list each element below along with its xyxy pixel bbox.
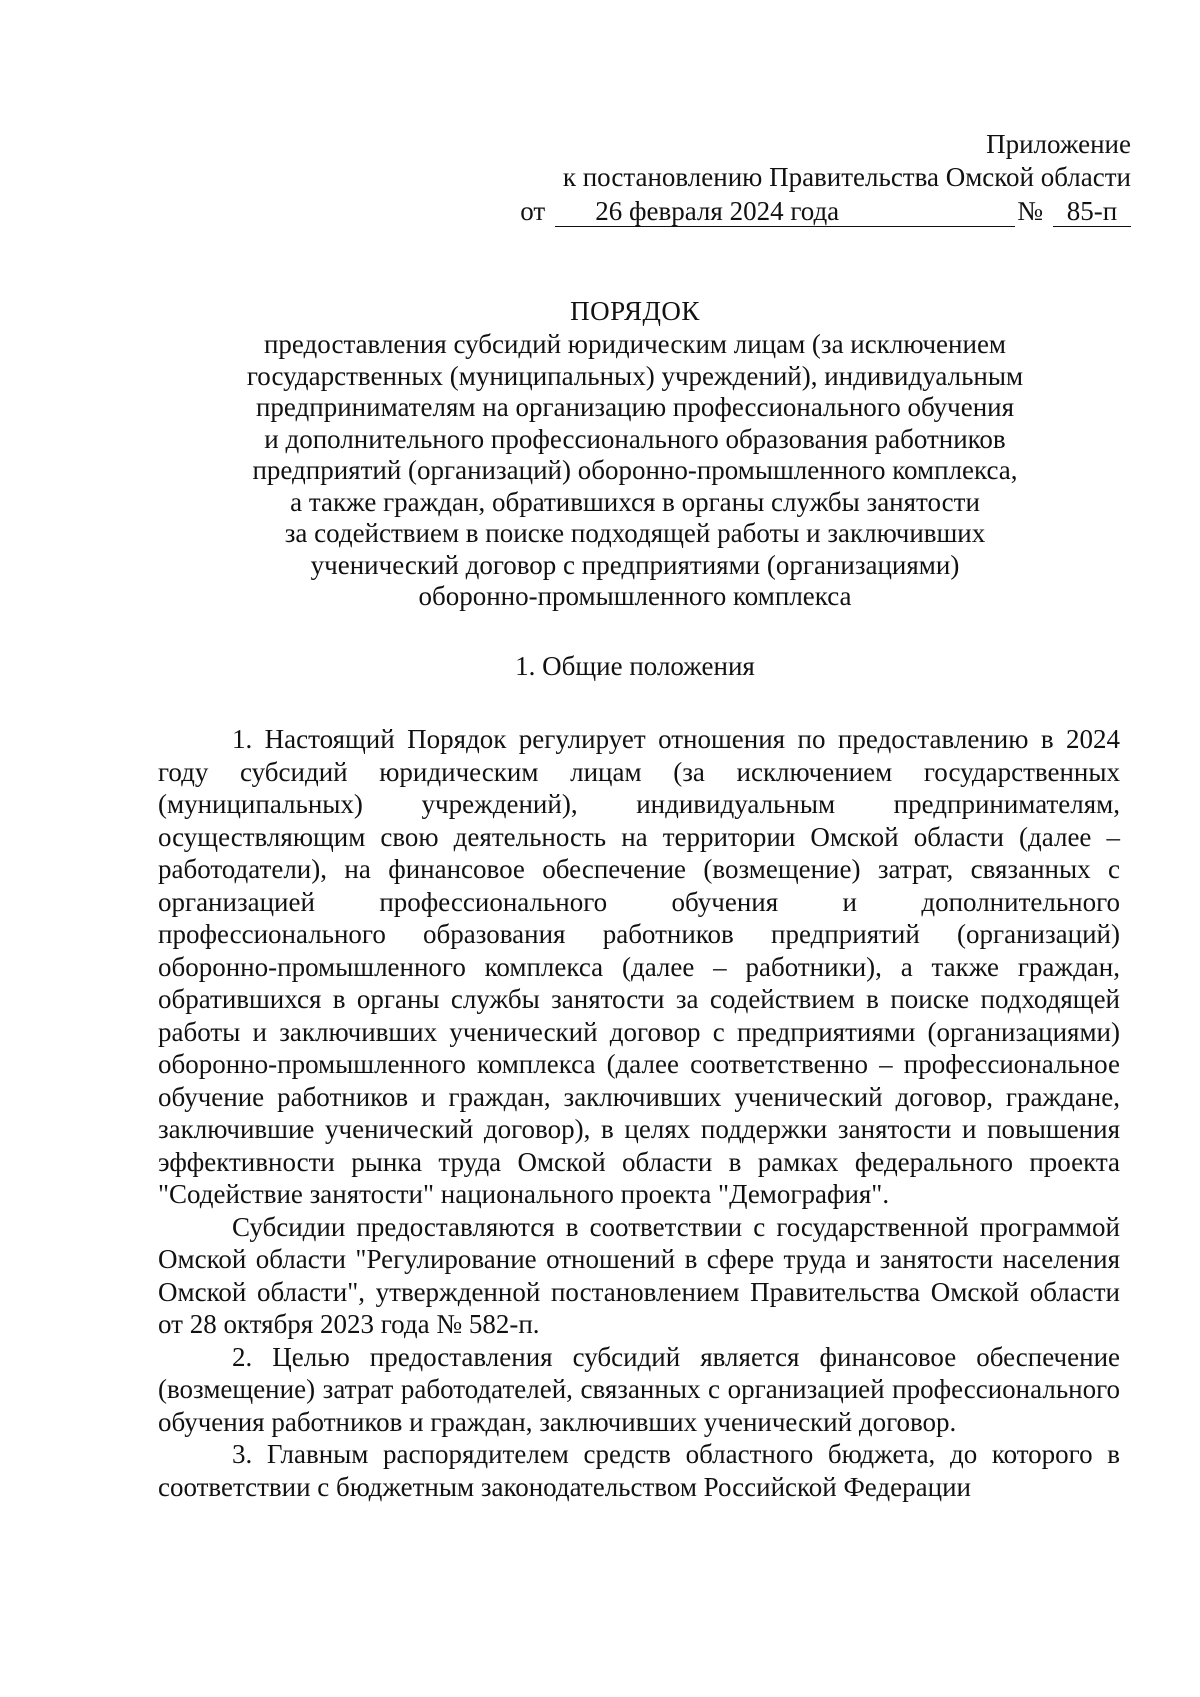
document-title: ПОРЯДОК	[570, 296, 700, 326]
subtitle-line: предприятий (организаций) оборонно-промышленного комплекса,	[252, 455, 1018, 485]
subtitle-line: за содействием в поиске подходящей работы и заключивших	[284, 518, 986, 548]
subtitle-line: ученический договор с предприятиями (организациями)	[310, 549, 960, 580]
subtitle-line: а также граждан, обратившихся в органы службы занятости	[290, 486, 980, 517]
title-block	[155, 294, 1115, 613]
paragraph-3: 2. Целью предоставления субсидий является финансовое обеспечение (возмещение) затрат работодателей, связанных с организацией профессионального обучения работников и граждан, заключивших ученический договор.	[158, 1341, 1120, 1437]
subtitle-line: государственных (муниципальных) учреждений), индивидуальным	[246, 360, 1024, 391]
subtitle-line: оборонно-промышленного комплекса	[418, 581, 852, 611]
date-prefix: от	[520, 196, 546, 226]
number-label: №	[1017, 196, 1043, 226]
paragraph-4: 3. Главным распорядителем средств областного бюджета, до которого в соответствии с бюджетным законодательством Российской Федерации	[158, 1439, 1120, 1502]
appendix-label: Приложение	[986, 129, 1131, 159]
appendix-header	[491, 128, 1131, 227]
appendix-reference: к постановлению Правительства Омской области	[562, 162, 1131, 192]
resolution-date: 26 февраля 2024 года	[555, 196, 1015, 227]
subtitle-line: предоставления субсидий юридическим лицам (за исключением	[263, 329, 1007, 359]
paragraph-2: Субсидии предоставляются в соответствии с государственной программой Омской области "Регулирование отношений в сфере труда и занятости населения Омской области", утвержденной постановлением Правительства Омской области от 28 октября 2023 года № 582-п.	[158, 1211, 1120, 1339]
paragraph-1: 1. Настоящий Порядок регулирует отношения по предоставлению в 2024 году субсидий юридическим лицам (за исключением государственных (муниципальных) учреждений), индивидуальным предпринимателям, осуществляющим свою деятельность на территории Омской области (далее – работодатели), на финансовое обеспечение (возмещение) затрат, связанных с организацией профессионального обучения и дополнительного профессионального образования работников предприятий (организаций) оборонно-промышленного комплекса (далее – работники), а также граждан, обратившихся в органы службы занятости за содействием в поиске подходящей работы и заключивших ученический договор с предприятиями (организациями) оборонно-промышленного комплекса (далее соответственно – профессиональное обучение работников и граждан, заключивших ученический договор, граждане, заключившие ученический договор), в целях поддержки занятости и повышения эффективности рынка труда Омской области в рамках федерального проекта "Содействие занятости" национального проекта "Демография".	[158, 724, 1120, 1209]
resolution-number: 85-п	[1053, 196, 1131, 227]
subtitle-line: предпринимателям на организацию профессионального обучения	[255, 392, 1015, 422]
document-subtitle	[155, 329, 1115, 613]
subtitle-line: и дополнительного профессионального образования работников	[264, 423, 1006, 454]
appendix-date-row	[491, 195, 1131, 227]
body-text	[158, 723, 1120, 1503]
section-heading: 1. Общие положения	[515, 651, 755, 681]
